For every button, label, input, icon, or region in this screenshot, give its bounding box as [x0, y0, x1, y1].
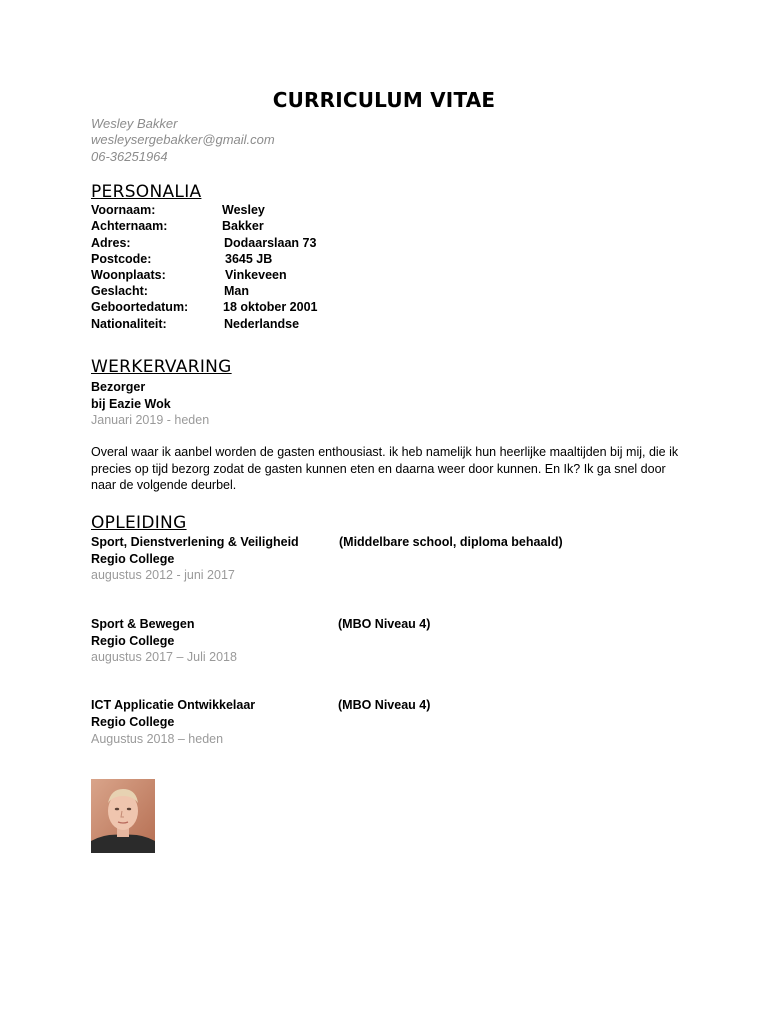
personalia-label: Nationaliteit:: [91, 317, 167, 331]
contact-phone: 06-36251964: [91, 149, 168, 164]
contact-email: wesleysergebakker@gmail.com: [91, 132, 275, 147]
personalia-row: [91, 283, 249, 299]
personalia-value: Man: [224, 284, 249, 298]
personalia-value: 3645 JB: [225, 252, 273, 266]
personalia-label: Achternaam:: [91, 219, 168, 233]
personalia-label: Woonplaats:: [91, 268, 166, 282]
personalia-row: [91, 202, 265, 218]
contact-name: Wesley Bakker: [91, 116, 178, 131]
personalia-value: Vinkeveen: [225, 268, 287, 282]
personalia-label: Geslacht:: [91, 284, 148, 298]
personalia-value: Bakker: [222, 219, 264, 233]
education-period: augustus 2017 – Juli 2018: [91, 650, 237, 664]
personalia-row: [91, 235, 317, 251]
personalia-value: 18 oktober 2001: [223, 300, 318, 314]
personalia-row: [91, 316, 300, 332]
personalia-value: Dodaarslaan 73: [224, 236, 317, 250]
personalia-value: Wesley: [222, 203, 265, 217]
education-name: Sport & Bewegen: [91, 617, 195, 631]
opleiding-heading: OPLEIDING: [91, 513, 187, 533]
education-period: augustus 2012 - juni 2017: [91, 568, 235, 582]
personalia-row: [91, 218, 264, 234]
personalia-label: Voornaam:: [91, 203, 156, 217]
job-description: Overal waar ik aanbel worden de gasten enthousiast. ik heb namelijk hun heerlijke maaltijden bij mij, die ik precies op tijd bezorg zodat de gasten kunnen eten en daarna weer door kunnen. En Ik? Ik ga snel door naar de volgende deurbel.: [91, 445, 679, 492]
job-employer: bij Eazie Wok: [91, 397, 171, 411]
werkervaring-heading: WERKERVARING: [91, 357, 232, 377]
job-title: Bezorger: [91, 380, 146, 394]
education-period: Augustus 2018 – heden: [91, 732, 224, 746]
education-level: (MBO Niveau 4): [338, 617, 431, 631]
page-title: CURRICULUM VITAE: [272, 88, 496, 112]
personalia-value: Nederlandse: [224, 317, 300, 331]
profile-photo: [91, 779, 155, 853]
education-level: (MBO Niveau 4): [338, 698, 431, 712]
personalia-row: [91, 267, 287, 283]
education-name: ICT Applicatie Ontwikkelaar: [91, 698, 256, 712]
personalia-label: Postcode:: [91, 252, 152, 266]
education-school: Regio College: [91, 552, 175, 566]
education-school: Regio College: [91, 715, 175, 729]
personalia-label: Adres:: [91, 236, 131, 250]
personalia-heading: PERSONALIA: [91, 182, 202, 202]
personalia-label: Geboortedatum:: [91, 300, 189, 314]
personalia-row: [91, 299, 318, 315]
education-school: Regio College: [91, 634, 175, 648]
education-level: (Middelbare school, diploma behaald): [339, 535, 563, 549]
education-name: Sport, Dienstverlening & Veiligheid: [91, 535, 299, 549]
personalia-row: [91, 251, 273, 267]
job-period: Januari 2019 - heden: [91, 413, 210, 427]
